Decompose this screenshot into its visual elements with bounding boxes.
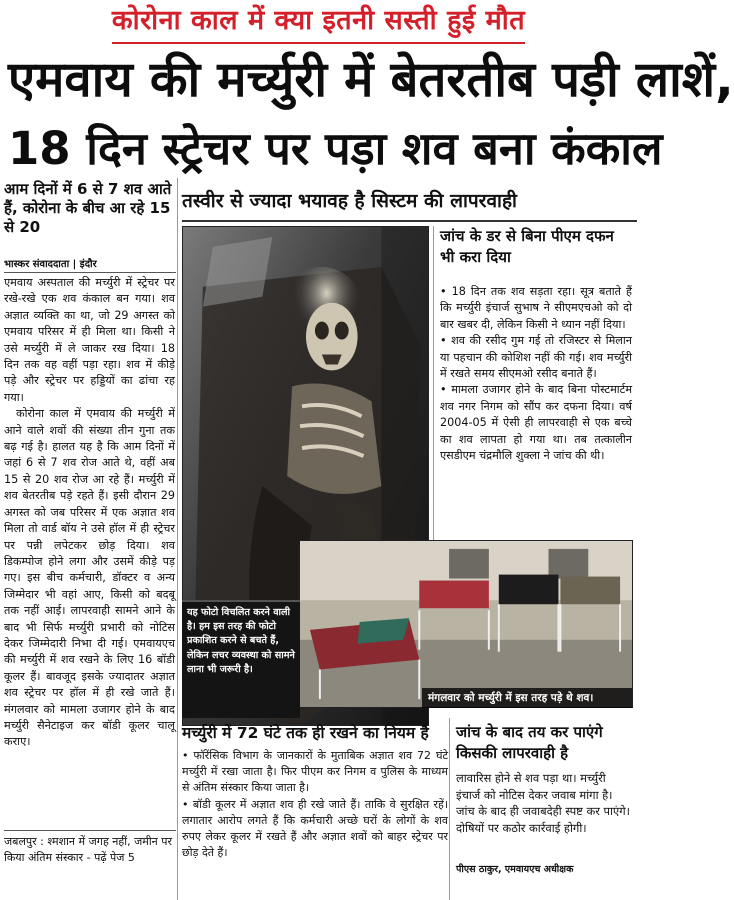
- bottom-mid-body: [182, 748, 448, 896]
- right-bullet-2: • शव की रसीद गुम गई तो रजिस्टर से मिलान या पहचान की कोशिश नहीं की गई। शव मर्च्युरी में रखते समय सीएमओ रसीद बनाते हैं।: [440, 334, 632, 381]
- bottom-right-headline: जांच के बाद तय कर पाएंगे किसकी लापरवाही है: [456, 723, 603, 762]
- bottom-right-body: लावारिस होने से शव पड़ा था। मर्च्युरी इंचार्ज को नोटिस देकर जवाब मांगा है। जांच के बाद ही जवाबदेही स्पष्ट कर पाएंगे। दोषियों पर कठोर कार्रवाई होगी।: [456, 771, 630, 835]
- right-column-rule: [433, 226, 434, 540]
- right-bullet-3: • मामला उजागर होने के बाद बिना पोस्टमार्टम शव नगर निगम को सौंप कर दफना दिया। वर्ष 2004-05 में ऐसी ही लापरवाही से एक बच्चे का शव लापता हो गया था। तब तत्कालीन एसडीएम चंद्रमौलि शुक्ला ने जांच की थी।: [440, 383, 633, 463]
- right-bullet-2-text: शव की रसीद गुम गई तो रजिस्टर से मिलान या पहचान की कोशिश नहीं की गई। शव मर्च्युरी में रखते समय सीएमओ रसीद बनाते हैं।: [440, 334, 632, 381]
- right-bullet-1-text: 18 दिन तक शव सड़ता रहा। सूत्र बताते हैं कि मर्च्युरी इंचार्ज सुभाष ने सीएमएचओ को दो बार खबर दी, लेकिन किसी ने ध्यान नहीं दिया।: [440, 285, 633, 331]
- left-paragraph-1: एमवाय अस्पताल की मर्च्युरी में स्ट्रेचर पर रखे-रखे एक शव कंकाल बन गया। शव अज्ञात व्यक्ति का था, जो 29 अगस्त को एमवाय परिसर में ही मिला था। किसी ने उसे मर्च्युरी में ले जाकर रख दिया। 18 दिन तक वह वहीं पड़ा रहा। शव में कीड़े पड़े और स्ट्रेचर पर हड्डियों का ढांचा रह गया।: [4, 276, 175, 404]
- bottom-mid-bullet-2-text: बॉडी कूलर में अज्ञात शव ही रखे जाते हैं। ताकि वे सुरक्षित रहें। लगातार आरोप लगते हैं कि कर्मचारी अच्छे घरों के लोगों के शव रुपए लेकर कूलर में रखते हैं और अज्ञात शवों को बाहर स्ट्रेचर पर छोड़ देते हैं।: [182, 797, 448, 860]
- left-article-body: [4, 275, 175, 831]
- bottom-mid-bullet-1: • फॉरेंसिक विभाग के जानकारों के मुताबिक अज्ञात शव 72 घंटे मर्च्युरी में रखा जाता है। फिर पीएम कर निगम व पुलिस के माध्यम से अंतिम संस्कार किया जाता है।: [182, 749, 448, 795]
- mid-headline: तस्वीर से ज्यादा भयावह है सिस्टम की लापरवाही: [182, 190, 517, 212]
- photo-second-graphic: [300, 541, 632, 707]
- bottom-mid-headline: मर्च्युरी में 72 घंटे तक ही रखने का नियम है: [182, 724, 429, 742]
- left-paragraph-2: कोरोना काल में एमवाय की मर्च्युरी में आने वाले शवों की संख्या तीन गुना तक बढ़ गई है। हालत यह है कि आम दिनों में जहां 6 से 7 शव रोज आते थे, वहीं अब 15 से 20 शव रोज आ रहे हैं। मर्च्युरी में शव बेतरतीब पड़े रहते हैं। इसी दौरान 29 अगस्त को जब परिसर में एक अज्ञात शव मिला तो वार्ड बॉय ने उसे हॉल में ही स्ट्रेचर पर पन्नी लपेटकर छोड़ दिया। शव डिकम्पोज होने लगा और उसमें कीड़े पड़ गए। इस बीच कर्मचारी, डॉक्टर व अन्य जिम्मेदार भी वहां आए, किसी को बदबू तक नहीं आई। लापरवाही सामने आने के बाद भी सिर्फ मर्च्युरी प्रभारी को नोटिस देकर जिम्मेदारी निभा दी गई। एमवायएच की मर्च्युरी में शव रखने के लिए 16 बॉडी कूलर हैं। बावजूद इसके ज्यादातर अज्ञात शव स्ट्रेचर पर हॉल में ही रखे जाते हैं। मंगलवार को मामला उजागर होने के बाद मर्च्युरी सैनेटाइज कर बॉडी कूलर चालू कराए।: [4, 407, 175, 749]
- mid-headline-rule: [182, 220, 637, 222]
- photo-second-caption: मंगलवार को मर्च्युरी में इस तरह पड़े थे शव।: [422, 688, 632, 708]
- mortuary-stretchers-photo: [299, 540, 633, 708]
- right-headline: जांच के डर से बिना पीएम दफन भी करा दिया: [440, 227, 614, 266]
- right-bullet-3-text: मामला उजागर होने के बाद बिना पोस्टमार्टम शव नगर निगम को सौंप कर दफना दिया। वर्ष 2004-05 में ऐसी ही लापरवाही से एक बच्चे का शव लापता हो गया था। तब तत्कालीन एसडीएम चंद्रमौलि शुक्ला ने जांच की थी।: [440, 383, 633, 463]
- right-article-body: [440, 284, 632, 540]
- byline: भास्कर संवाददाता | इंदौर: [4, 256, 176, 273]
- kicker-text: कोरोना काल में क्या इतनी सस्ती हुई मौत: [112, 0, 525, 44]
- kicker-strap: [0, 0, 637, 44]
- headline-line-1: एमवाय की मर्च्युरी में बेतरतीब पड़ी लाशें,: [8, 51, 734, 108]
- left-deck: आम दिनों में 6 से 7 शव आते हैं, कोरोना के बीच आ रहे 15 से 20: [4, 180, 172, 236]
- headline-line-2: 18 दिन स्ट्रेचर पर पड़ा शव बना कंकाल: [8, 122, 663, 175]
- bottom-right-signature: पीएस ठाकुर, एमवायएच अधीक्षक: [456, 864, 574, 875]
- right-bullet-1: • 18 दिन तक शव सड़ता रहा। सूत्र बताते हैं कि मर्च्युरी इंचार्ज सुभाष ने सीएमएचओ को दो बार खबर दी, लेकिन किसी ने ध्यान नहीं दिया।: [440, 285, 633, 331]
- photo-warning-caption: यह फोटो विचलित करने वाली है। हम इस तरह की फोटो प्रकाशित करने से बचते हैं, लेकिन लचर व्यवस्था को सामने लाना भी जरूरी है।: [182, 600, 300, 718]
- bottom-mid-bullet-2: • बॉडी कूलर में अज्ञात शव ही रखे जाते हैं। ताकि वे सुरक्षित रहें। लगातार आरोप लगते हैं कि कर्मचारी अच्छे घरों के लोगों के शव रुपए लेकर कूलर में रखते हैं और अज्ञात शवों को बाहर स्ट्रेचर पर छोड़ देते हैं।: [182, 797, 448, 860]
- bottom-mid-bullet-1-text: फॉरेंसिक विभाग के जानकारों के मुताबिक अज्ञात शव 72 घंटे मर्च्युरी में रखा जाता है। फिर पीएम कर निगम व पुलिस के माध्यम से अंतिम संस्कार किया जाता है।: [182, 749, 448, 795]
- bottom-column-rule: [449, 718, 450, 900]
- left-footer-teaser: जबलपुर : श्मशान में जगह नहीं, जमीन पर किया अंतिम संस्कार - पढ़ें पेज 5: [4, 830, 176, 900]
